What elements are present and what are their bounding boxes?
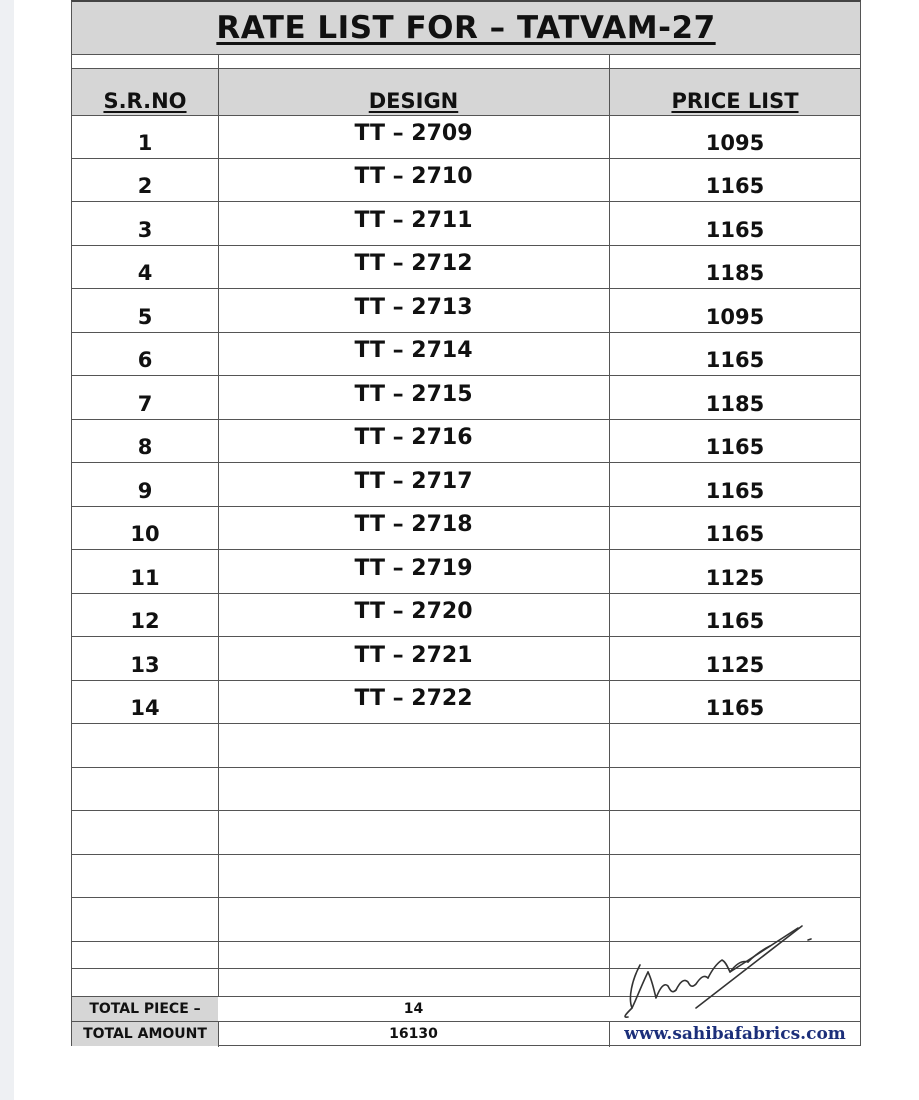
- price-cell: 1165: [705, 696, 765, 720]
- table-header: [72, 69, 860, 116]
- sr-no-cell: 14: [130, 696, 160, 720]
- total-piece-label: TOTAL PIECE –: [72, 997, 218, 1021]
- table-row: [72, 637, 860, 681]
- design-cell: TT – 2722: [354, 686, 473, 712]
- sr-no-cell: 13: [130, 652, 160, 677]
- design-cell: TT – 2712: [354, 251, 473, 277]
- total-amount-row: [72, 1021, 860, 1046]
- sr-no-cell: 12: [130, 609, 160, 633]
- page-margin-strip: [0, 0, 14, 1100]
- sr-no-cell: 7: [137, 391, 153, 416]
- table-row: [72, 376, 860, 420]
- price-cell: 1165: [705, 522, 765, 546]
- table-row: [72, 159, 860, 203]
- website-url[interactable]: www.sahibafabrics.com: [624, 1024, 846, 1044]
- design-cell: TT – 2711: [354, 207, 473, 233]
- design-cell: TT – 2709: [354, 120, 473, 146]
- price-cell: 1165: [705, 478, 765, 503]
- design-cell: TT – 2721: [354, 642, 473, 668]
- price-cell: 1165: [705, 609, 765, 633]
- empty-row: [72, 811, 860, 855]
- design-cell: TT – 2714: [354, 338, 473, 364]
- header-sr-no: S.R.NO: [103, 89, 187, 113]
- price-cell: 1165: [705, 174, 765, 198]
- sr-no-cell: 10: [130, 522, 160, 546]
- sr-no-cell: 6: [137, 348, 153, 372]
- table-row: [72, 333, 860, 377]
- rate-list-sheet: [71, 0, 861, 1046]
- table-row: [72, 463, 860, 507]
- empty-row: [72, 768, 860, 811]
- price-cell: 1095: [705, 130, 765, 155]
- spacer-row: [72, 54, 860, 69]
- table-row: [72, 594, 860, 638]
- title-band: [72, 2, 860, 55]
- design-cell: TT – 2710: [354, 164, 473, 190]
- price-cell: 1095: [705, 304, 765, 329]
- design-cell: TT – 2720: [354, 599, 473, 625]
- table-row: [72, 550, 860, 594]
- design-cell: TT – 2713: [354, 294, 473, 320]
- design-cell: TT – 2715: [354, 381, 473, 407]
- sr-no-cell: 11: [130, 565, 160, 590]
- empty-row: [72, 855, 860, 898]
- price-cell: 1185: [705, 391, 765, 416]
- price-cell: 1125: [705, 652, 765, 677]
- table-row: [72, 420, 860, 464]
- table-row: [72, 681, 860, 725]
- price-cell: 1165: [705, 435, 765, 459]
- table-body: [72, 115, 860, 969]
- page-title: RATE LIST FOR – TATVAM-27: [216, 10, 716, 46]
- price-cell: 1185: [705, 261, 765, 285]
- design-cell: TT – 2718: [354, 512, 473, 538]
- sr-no-cell: 3: [137, 217, 153, 242]
- sr-no-cell: 4: [137, 261, 153, 285]
- signature-image: [612, 920, 822, 1020]
- price-cell: 1165: [705, 217, 765, 242]
- sr-no-cell: 5: [137, 304, 153, 329]
- table-row: [72, 507, 860, 551]
- table-row: [72, 289, 860, 333]
- table-row: [72, 115, 860, 159]
- table-row: [72, 202, 860, 246]
- design-cell: TT – 2719: [354, 555, 473, 581]
- sr-no-cell: 1: [137, 130, 153, 155]
- empty-row: [72, 724, 860, 768]
- table-row: [72, 246, 860, 290]
- total-amount-value: 16130: [389, 1026, 438, 1042]
- sr-no-cell: 2: [137, 174, 153, 198]
- sr-no-cell: 8: [137, 435, 153, 459]
- header-design: DESIGN: [368, 89, 459, 113]
- price-cell: 1125: [705, 565, 765, 590]
- total-amount-label: TOTAL AMOUNT: [72, 1022, 218, 1046]
- price-cell: 1165: [705, 348, 765, 372]
- design-cell: TT – 2717: [354, 468, 473, 494]
- design-cell: TT – 2716: [354, 425, 473, 451]
- header-price-list: PRICE LIST: [671, 89, 799, 113]
- total-piece-value: 14: [403, 1001, 424, 1017]
- sr-no-cell: 9: [137, 478, 153, 503]
